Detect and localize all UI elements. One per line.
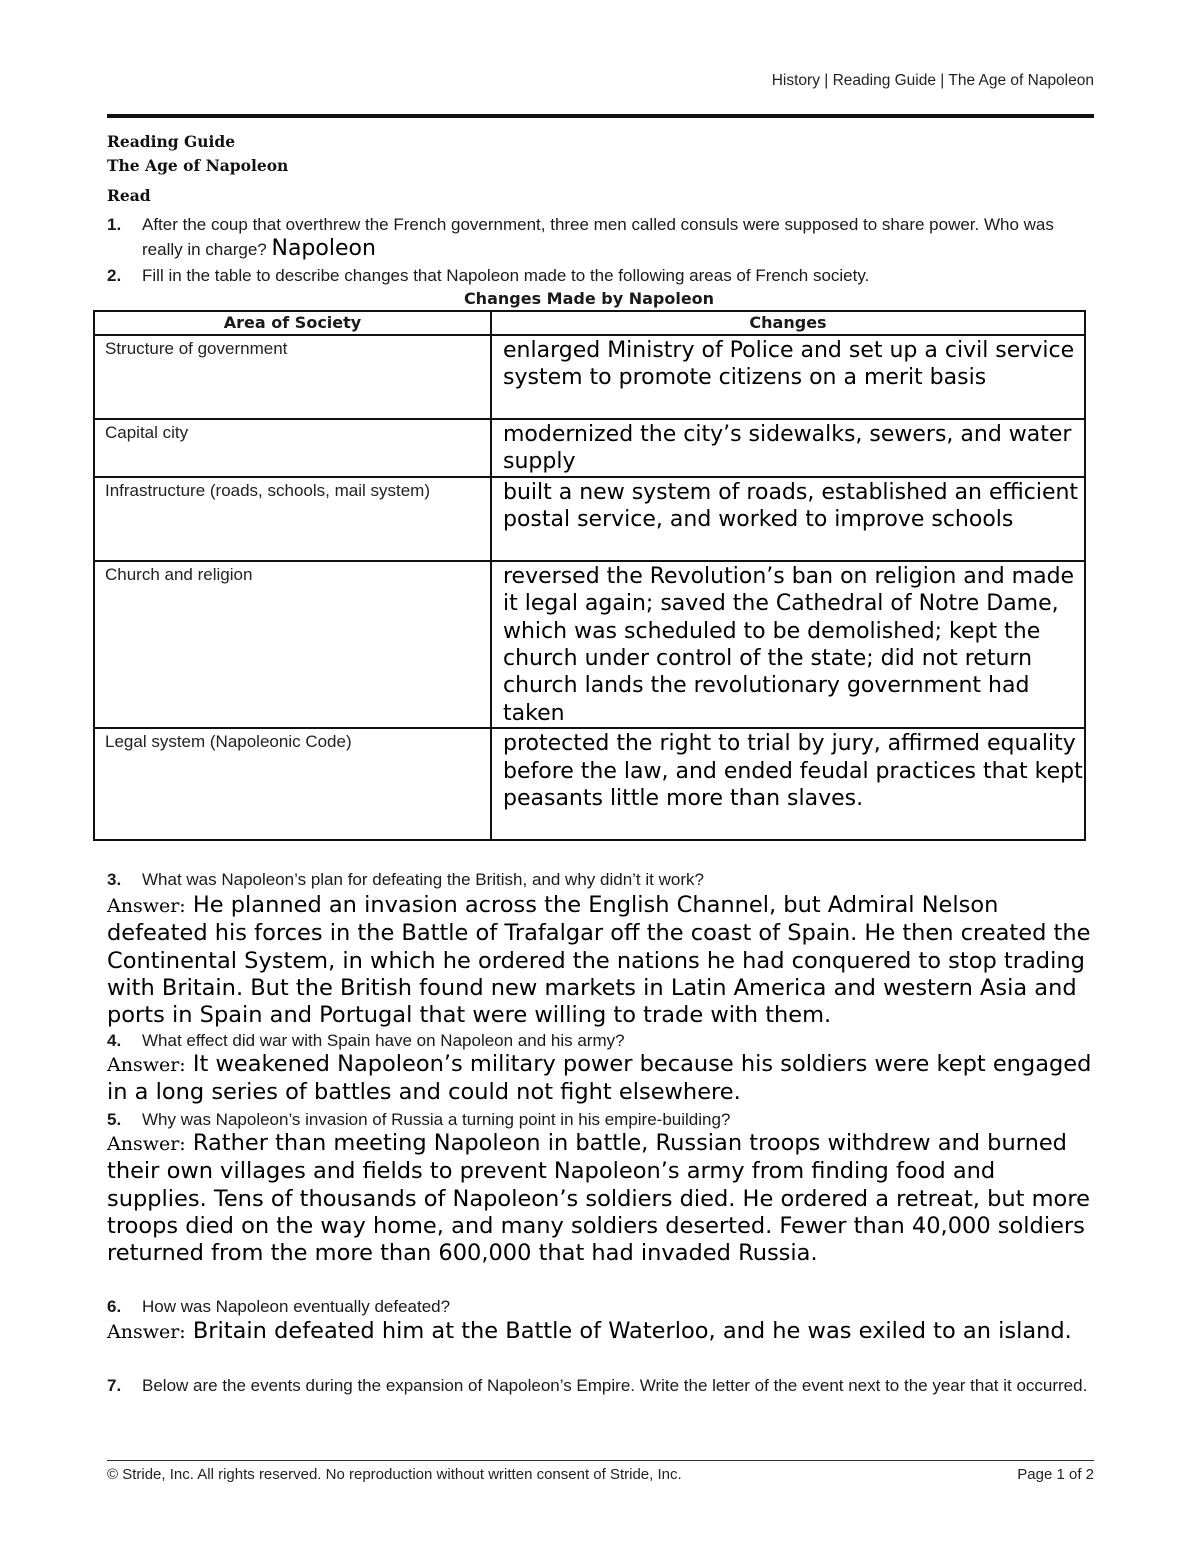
table-row [94, 419, 1085, 477]
question-number: 3. [107, 870, 122, 889]
answer-label: Answer: [107, 1054, 186, 1076]
answer-text: Rather than meeting Napoleon in battle, Russian troops withdrew and burned their own villages and fields to prevent Napoleon’s army from finding food and supplies. Tens of thousands of Napoleon’s soldiers died. He ordered a retreat, but more troops died on the way home, and many soldiers deserted. Fewer than 40,000 soldiers returned from the more than 600,000 that had invaded Russia. [107, 1130, 1090, 1267]
doc-label-guide: Reading Guide [107, 132, 236, 151]
page-number: Page 1 of 2 [1017, 1466, 1094, 1483]
table-row [94, 561, 1085, 728]
question-1 [107, 213, 1094, 262]
answer-4 [107, 1051, 1094, 1107]
column-header-area: Area of Society [94, 311, 491, 335]
header-rule [107, 114, 1094, 118]
question-number: 2. [107, 266, 122, 285]
question-number: 7. [107, 1376, 122, 1395]
change-cell: protected the right to trial by jury, affirmed equality before the law, and ended feudal practices that kept peasants little more than slaves. [491, 728, 1085, 840]
table-row [94, 728, 1085, 840]
answer-label: Answer: [107, 1133, 186, 1155]
question-text: Why was Napoleon’s invasion of Russia a turning point in his empire-building? [142, 1110, 731, 1129]
change-cell: reversed the Revolution’s ban on religion and made it legal again; saved the Cathedral of Notre Dame, which was scheduled to be demolished; kept the church under control of the state; did not return church lands the revolutionary government had taken [491, 561, 1085, 728]
answer-3 [107, 892, 1094, 1029]
running-header: History | Reading Guide | The Age of Napoleon [771, 72, 1094, 89]
footer-copyright: © Stride, Inc. All rights reserved. No reproduction without written consent of Stride, Inc. [107, 1466, 682, 1483]
changes-table [93, 310, 1086, 841]
change-cell: modernized the city’s sidewalks, sewers, and water supply [491, 419, 1085, 477]
question-6 [107, 1295, 1094, 1319]
answer-5 [107, 1130, 1094, 1267]
area-cell: Structure of government [94, 335, 491, 419]
answer-text: He planned an invasion across the English Channel, but Admiral Nelson defeated his forces in the Battle of Trafalgar off the coast of Spain. He then created the Continental System, in which he ordered the nations he had conquered to stop trading with Britain. But the British found new markets in Latin America and western Asia and ports in Spain and Portugal that were willing to trade with them. [107, 892, 1091, 1029]
question-4 [107, 1029, 1094, 1053]
table-caption: Changes Made by Napoleon [463, 289, 715, 308]
area-cell: Capital city [94, 419, 491, 477]
area-cell: Infrastructure (roads, schools, mail system) [94, 477, 491, 561]
question-text: Below are the events during the expansion of Napoleon’s Empire. Write the letter of the event next to the year that it occurred. [142, 1376, 1088, 1395]
question-text: After the coup that overthrew the French government, three men called consuls were supposed to share power. Who was really in charge? [142, 215, 1054, 259]
answer-label: Answer: [107, 1321, 186, 1343]
answer-label: Answer: [107, 895, 186, 917]
question-text: What effect did war with Spain have on Napoleon and his army? [142, 1031, 625, 1050]
doc-title: The Age of Napoleon [107, 156, 289, 175]
column-header-changes: Changes [491, 311, 1085, 335]
question-number: 5. [107, 1110, 122, 1129]
footer-rule [107, 1460, 1094, 1461]
question-5 [107, 1108, 1094, 1132]
table-header-row [94, 311, 1085, 335]
question-text: Fill in the table to describe changes that Napoleon made to the following areas of French society. [142, 266, 870, 285]
question-text: What was Napoleon’s plan for defeating the British, and why didn’t it work? [142, 870, 704, 889]
answer-text: Napoleon [271, 236, 376, 261]
change-cell: enlarged Ministry of Police and set up a civil service system to promote citizens on a merit basis [491, 335, 1085, 419]
area-cell: Church and religion [94, 561, 491, 728]
question-number: 1. [107, 215, 122, 234]
question-2 [107, 264, 1094, 288]
change-cell: built a new system of roads, established an efficient postal service, and worked to improve schools [491, 477, 1085, 561]
answer-text: It weakened Napoleon’s military power because his soldiers were kept engaged in a long series of battles and could not fight elsewhere. [107, 1051, 1092, 1106]
area-cell: Legal system (Napoleonic Code) [94, 728, 491, 840]
answer-6 [107, 1318, 1094, 1346]
section-read-heading: Read [107, 186, 151, 205]
question-number: 6. [107, 1297, 122, 1316]
question-3 [107, 868, 1094, 892]
table-row [94, 477, 1085, 561]
question-7 [107, 1374, 1094, 1398]
question-text: How was Napoleon eventually defeated? [142, 1297, 451, 1316]
answer-text: Britain defeated him at the Battle of Waterloo, and he was exiled to an island. [192, 1318, 1072, 1344]
question-number: 4. [107, 1031, 122, 1050]
table-row [94, 335, 1085, 419]
